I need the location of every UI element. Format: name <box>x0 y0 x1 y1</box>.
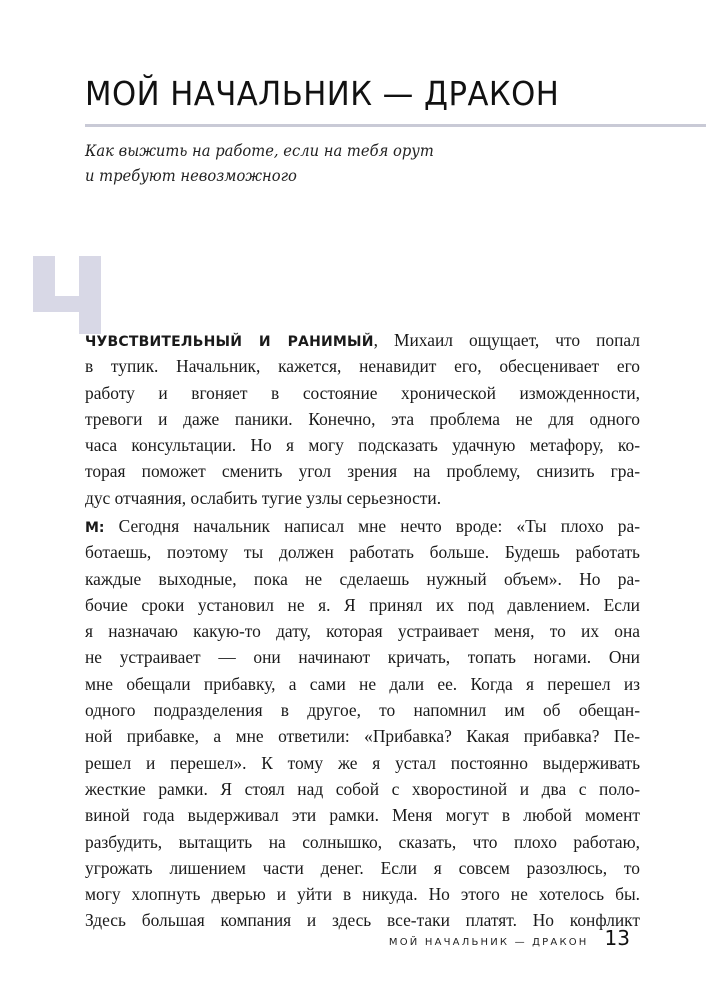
text-line: могу хлопнуть дверью и уйти в никуда. Но этого не хотелось бы. <box>85 884 640 905</box>
text-line: я назначаю какую-то дату, которая устраивает меня, то их она <box>85 621 640 642</box>
text-line: виной года выдерживал эти рамки. Меня могут в любой момент <box>85 805 640 826</box>
text-line: мне обещали прибавку, а сами не дали ее. Когда я перешел из <box>85 673 640 694</box>
text-line: одного подразделения в другое, то напомнил им об обещан- <box>85 700 640 721</box>
text-line: ной прибавке, а мне ответили: «Прибавка? Какая прибавка? Пе- <box>85 726 640 747</box>
text-line: М: Сегодня начальник написал мне нечто вроде: «Ты плохо ра- <box>85 516 640 536</box>
chapter-subtitle <box>85 138 434 188</box>
text-line: не устраивает — они начинают кричать, топать ногами. Они <box>85 647 640 668</box>
drop-cap-letter <box>33 256 101 334</box>
text-line: бочие сроки установил не я. Я принял их под давлением. Если <box>85 594 640 615</box>
text-line: разбудить, вытащить на солнышко, сказать, что плохо работаю, <box>85 831 640 852</box>
text-line: часа консультации. Но я могу подсказать удачную метафору, ко- <box>85 435 640 456</box>
subtitle-line: и требуют невозможного <box>85 166 297 185</box>
text-line: решел и перешел». К тому же я устал постоянно выдерживать <box>85 752 640 773</box>
subtitle-line: Как выжить на работе, если на тебя орут <box>85 141 434 160</box>
text-line: Здесь большая компания и здесь все-таки платят. Но конфликт <box>85 910 640 931</box>
speaker-label: М: <box>85 520 105 536</box>
text-line: ботаешь, поэтому ты должен работать больше. Будешь работать <box>85 542 640 563</box>
page-number: 13 <box>604 926 630 950</box>
chapter-title: МОЙ НАЧАЛЬНИК — ДРАКОН <box>85 74 560 114</box>
text-line: угрожать лишением части денег. Если я совсем разозлюсь, то <box>85 857 640 878</box>
text-line: дус отчаяния, ослабить тугие узлы серьезности. <box>85 487 442 508</box>
paragraph-dialogue <box>85 513 640 934</box>
lead-in: ЧУВСТВИТЕЛЬНЫЙ И РАНИМЫЙ <box>85 334 374 350</box>
title-divider <box>85 124 706 127</box>
text-line: работу и вгоняет в состояние хронической изможденности, <box>85 382 640 403</box>
text-line: в тупик. Начальник, кажется, ненавидит его, обесценивает его <box>85 356 640 377</box>
text-line: каждые выходные, пока не сделаешь нужный объем». Но ра- <box>85 568 640 589</box>
page-footer <box>389 926 630 950</box>
text-line: тревоги и даже паники. Конечно, эта проблема не для одного <box>85 408 640 429</box>
running-head: МОЙ НАЧАЛЬНИК — ДРАКОН <box>388 937 589 948</box>
text-line: торая поможет сменить угол зрения на проблему, снизить гра- <box>85 461 640 482</box>
text-line: ЧУВСТВИТЕЛЬНЫЙ И РАНИМЫЙ, Михаил ощущает, что попал <box>85 330 640 350</box>
text-line: жесткие рамки. Я стоял над собой с хворостиной и два с поло- <box>85 778 640 799</box>
paragraph-intro <box>85 327 640 511</box>
